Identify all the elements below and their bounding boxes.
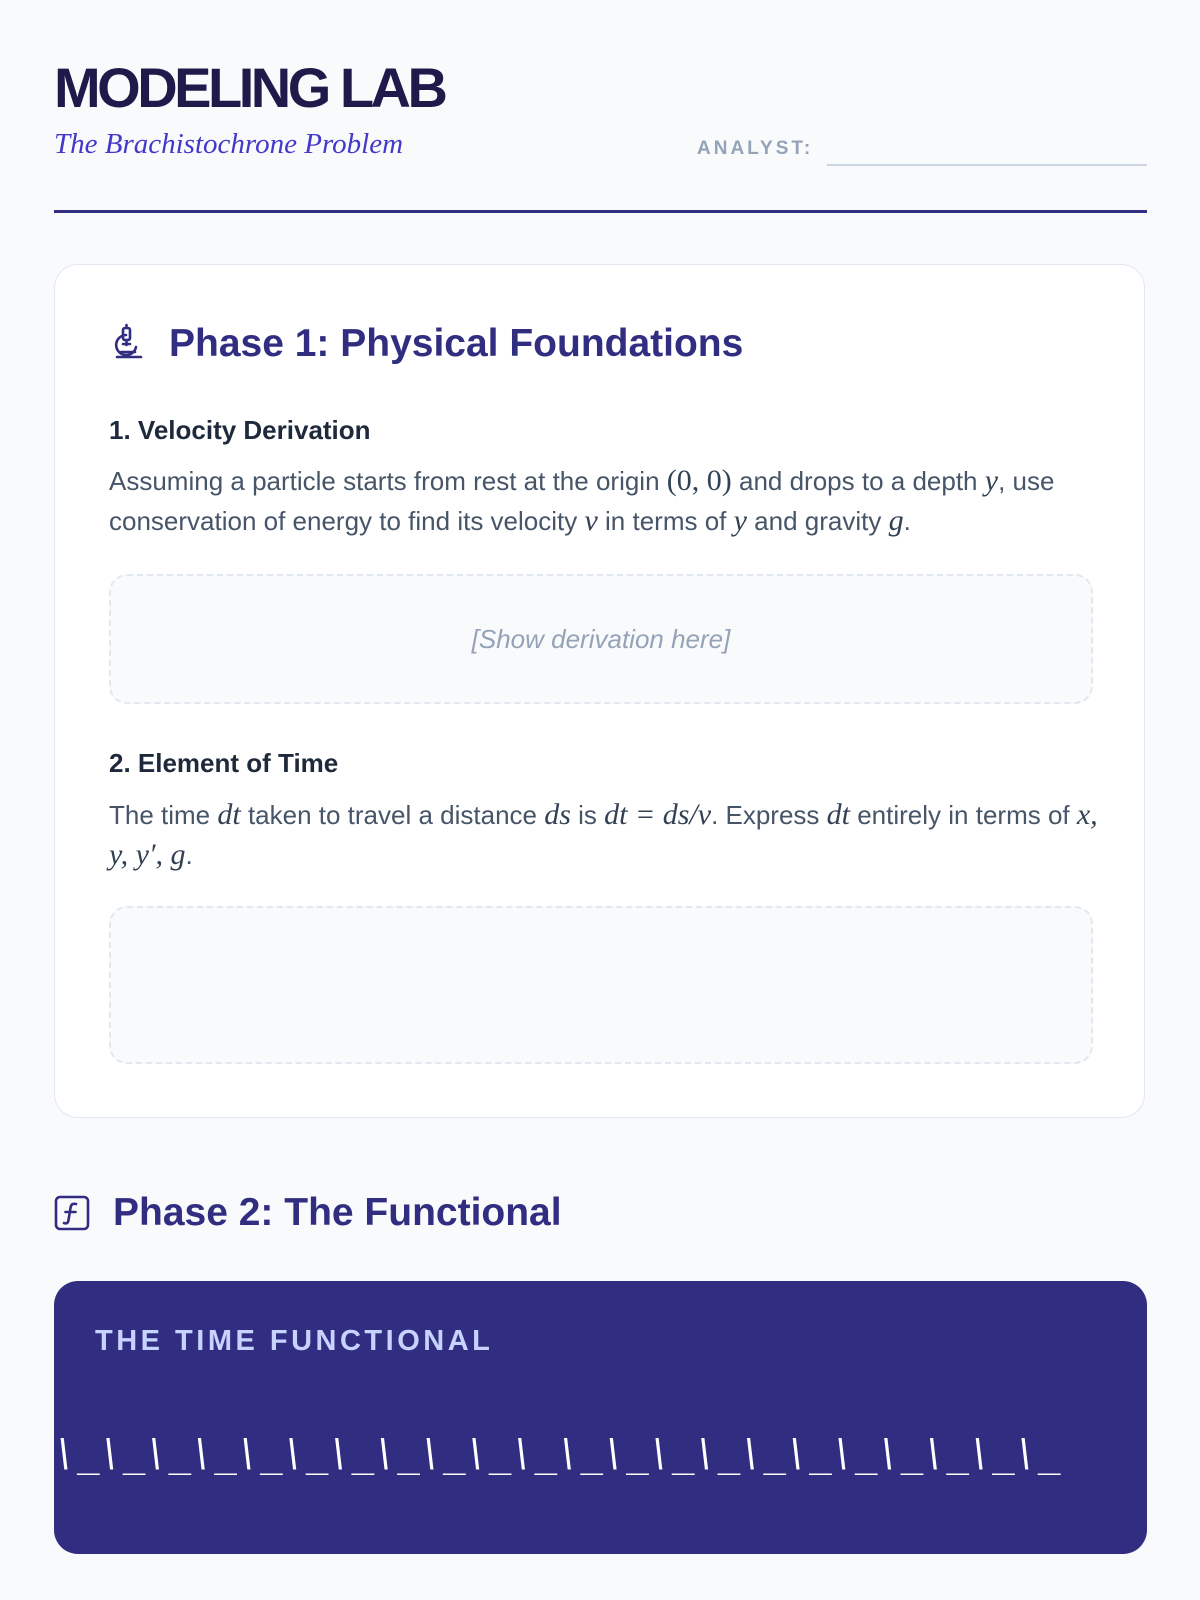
q1-text-part: and drops to a depth <box>731 466 985 496</box>
phase-1-card <box>54 264 1145 1118</box>
time-functional-label: THE TIME FUNCTIONAL <box>95 1325 494 1357</box>
question-1-text <box>109 461 1099 541</box>
q2-math-vars: x, y, y′, g <box>109 798 1098 871</box>
function-icon <box>54 1195 90 1231</box>
question-1-title: 1. Velocity Derivation <box>109 415 371 445</box>
phase-1-title: Phase 1: Physical Foundations <box>169 322 744 365</box>
q2-text-part: taken to travel a distance <box>240 800 545 830</box>
header <box>54 56 1147 213</box>
q1-text-part: Assuming a particle starts from rest at the origin <box>109 466 667 496</box>
q1-math-v: v <box>584 504 598 537</box>
time-functional-formula: \_\_\_\_\_\_\_\_\_\_\_\_\_\_\_\_\_\_\_\_\_\_ <box>54 1431 1061 1475</box>
q1-text-part: . <box>903 506 911 536</box>
q2-text-part: . Express <box>711 800 827 830</box>
q2-math-dt: dt <box>217 798 241 831</box>
q2-text-part: entirely in terms of <box>850 800 1077 830</box>
answer-box-1[interactable] <box>109 574 1093 704</box>
q1-math-origin: (0, 0) <box>666 464 732 497</box>
q1-math-y: y <box>984 464 999 497</box>
phase-2-title: Phase 2: The Functional <box>113 1191 562 1234</box>
page <box>54 0 1147 1600</box>
page-subtitle: The Brachistochrone Problem <box>54 128 404 160</box>
q1-text-part: in terms of <box>597 506 734 536</box>
answer-box-2[interactable] <box>109 906 1093 1064</box>
analyst-label: ANALYST: <box>697 138 814 159</box>
q1-text-part: , use conservation of energy to find its velocity <box>109 466 1055 536</box>
q2-text-part: . <box>185 840 193 870</box>
microscope-icon <box>109 323 149 363</box>
analyst-field[interactable] <box>827 134 1147 166</box>
brand-title: MODELING LAB <box>54 56 445 119</box>
q2-text-part: is <box>570 800 605 830</box>
q2-math-ds: ds <box>544 798 571 831</box>
q1-math-y2: y <box>733 504 747 537</box>
time-functional-panel <box>54 1281 1147 1554</box>
question-2-text <box>109 795 1099 875</box>
q2-math-equation: dt = ds/v <box>604 798 712 831</box>
q1-text-part: and gravity <box>746 506 889 536</box>
q1-math-g: g <box>888 504 904 537</box>
question-2-title: 2. Element of Time <box>109 748 339 778</box>
q2-text-part: The time <box>109 800 218 830</box>
answer-placeholder: [Show derivation here] <box>471 623 731 654</box>
q2-math-dt2: dt <box>826 798 850 831</box>
